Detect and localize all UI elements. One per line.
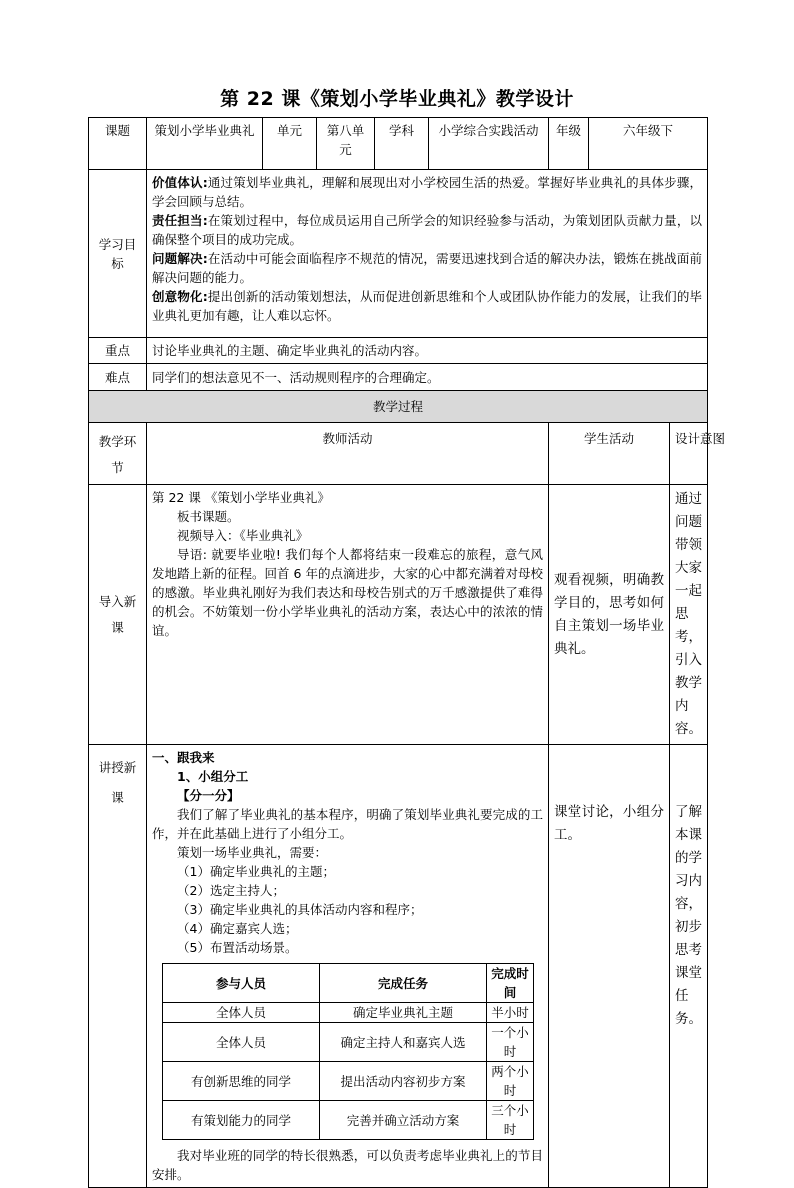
lesson-plan-table (88, 117, 726, 1188)
intro-board: 板书课题。 (177, 509, 240, 524)
subject-label: 学科 (375, 118, 429, 170)
task-cell: 两个小时 (487, 1062, 534, 1101)
intro-student: 观看视频，明确教学目的，思考如何自主策划一场毕业典礼。 (549, 485, 670, 745)
intro-lesson-line: 第 22 课 《策划小学毕业典礼》 (152, 490, 330, 505)
task-table-header (163, 964, 534, 1003)
col-intent: 设计意图 (670, 423, 708, 485)
task-cell: 一个小时 (487, 1023, 534, 1062)
topic-label: 课题 (89, 118, 147, 170)
task-cell: 有策划能力的同学 (163, 1101, 320, 1140)
lecture-intent: 了解本课的学习内容，初步思考课堂任务。 (670, 745, 708, 1188)
unit-label: 单元 (263, 118, 317, 170)
difficulty-row (89, 364, 708, 391)
goal-text: 提出创新的活动策划想法，从而促进创新思维和个人或团队协作能力的发展，让我们的毕业典礼更加有趣，让人难以忘怀。 (152, 289, 703, 323)
lecture-stage: 讲授新课 (89, 745, 147, 1188)
process-header: 教学过程 (89, 391, 708, 423)
task-header-cell: 完成任务 (320, 964, 487, 1003)
task-cell: 确定主持人和嘉宾人选 (320, 1023, 487, 1062)
page-title: 第 22 课《策划小学毕业典礼》教学设计 (220, 88, 574, 110)
unit-value: 第八单元 (317, 118, 375, 170)
topic-value: 策划小学毕业典礼 (147, 118, 263, 170)
goal-head: 问题解决: (152, 251, 208, 266)
key-text: 讨论毕业典礼的主题、确定毕业典礼的活动内容。 (147, 338, 708, 364)
task-table-row (163, 1101, 534, 1140)
lecture-step: （2）选定主持人； (177, 883, 285, 898)
task-cell: 全体人员 (163, 1023, 320, 1062)
subject-value: 小学综合实践活动 (429, 118, 549, 170)
process-header-row (89, 391, 708, 423)
intro-intent: 通过问题带领大家一起思考，引入教学内容。 (670, 485, 708, 745)
task-table-row (163, 1062, 534, 1101)
goal-head: 责任担当: (152, 213, 208, 228)
col-student: 学生活动 (549, 423, 670, 485)
lecture-bracket: 【分一分】 (177, 788, 240, 803)
lecture-student: 课堂讨论，小组分工。 (549, 745, 670, 1188)
intro-row (89, 485, 708, 745)
difficulty-text: 同学们的想法意见不一、活动规则程序的合理确定。 (147, 364, 708, 391)
lecture-sub: 1、小组分工 (177, 769, 249, 784)
task-header-cell: 完成时间 (487, 964, 534, 1003)
intro-stage: 导入新课 (89, 485, 147, 745)
grade-value: 六年级下 (589, 118, 708, 170)
goal-text: 通过策划毕业典礼，理解和展现出对小学校园生活的热爱。掌握好毕业典礼的具体步骤，学会回顾与总结。 (152, 175, 703, 209)
goal-creativity (152, 287, 702, 325)
process-columns-row (89, 423, 708, 485)
goal-value (152, 173, 702, 211)
lecture-teacher (147, 745, 549, 1188)
lecture-para3: 我对毕业班的同学的特长很熟悉，可以负责考虑毕业典礼上的节目安排。 (152, 1148, 543, 1182)
task-table-row (163, 1003, 534, 1023)
goal-text: 在活动中可能会面临程序不规范的情况，需要迅速找到合适的解决办法，锻炼在挑战面前解决问题的能力。 (152, 251, 703, 285)
lecture-row (89, 745, 708, 1188)
goals-content (147, 170, 708, 338)
intro-video: 视频导入：《毕业典礼》 (177, 528, 309, 543)
goal-head: 创意物化: (152, 289, 208, 304)
lecture-step: （1）确定毕业典礼的主题； (177, 864, 335, 879)
goal-problem-solving (152, 249, 702, 287)
intro-teacher (147, 485, 549, 745)
task-table-row (163, 1023, 534, 1062)
key-label: 重点 (89, 338, 147, 364)
goal-text: 在策划过程中，每位成员运用自己所学会的知识经验参与活动，为策划团队贡献力量，以确保整个项目的成功完成。 (152, 213, 703, 247)
lecture-para1: 我们了解了毕业典礼的基本程序，明确了策划毕业典礼要完成的工作，并在此基础上进行了小组分工。 (152, 807, 543, 841)
goals-row (89, 170, 708, 338)
key-row (89, 338, 708, 364)
goals-label: 学习目标 (89, 170, 147, 338)
difficulty-label: 难点 (89, 364, 147, 391)
lecture-section: 一、跟我来 (152, 750, 215, 765)
grade-label: 年级 (549, 118, 589, 170)
intro-guide: 导语: 就要毕业啦! 我们每个人都将结束一段难忘的旅程，意气风发地踏上新的征程。回首 6 年的点滴进步，大家的心中都充满着对母校的感激。毕业典礼刚好为我们表达和母校告别式的万千感激提供了难得的机会。不妨策划一份小学毕业典礼的活动方案，表达心中的浓浓的情谊。 (152, 547, 543, 638)
task-cell: 半小时 (487, 1003, 534, 1023)
col-teacher: 教师活动 (147, 423, 549, 485)
task-cell: 确定毕业典礼主题 (320, 1003, 487, 1023)
col-stage: 教学环节 (89, 423, 147, 485)
task-cell: 提出活动内容初步方案 (320, 1062, 487, 1101)
task-cell: 有创新思维的同学 (163, 1062, 320, 1101)
lecture-step: （3）确定毕业典礼的具体活动内容和程序； (177, 902, 423, 917)
task-table (162, 963, 534, 1140)
goal-responsibility (152, 211, 702, 249)
task-cell: 三个小时 (487, 1101, 534, 1140)
task-header-cell: 参与人员 (163, 964, 320, 1003)
info-row (89, 118, 708, 170)
task-cell: 全体人员 (163, 1003, 320, 1023)
lecture-step: （5）布置活动场景。 (177, 940, 298, 955)
goal-head: 价值体认: (152, 175, 208, 190)
task-cell: 完善并确立活动方案 (320, 1101, 487, 1140)
lecture-para2: 策划一场毕业典礼，需要： (177, 845, 328, 860)
lecture-step: （4）确定嘉宾人选； (177, 921, 298, 936)
